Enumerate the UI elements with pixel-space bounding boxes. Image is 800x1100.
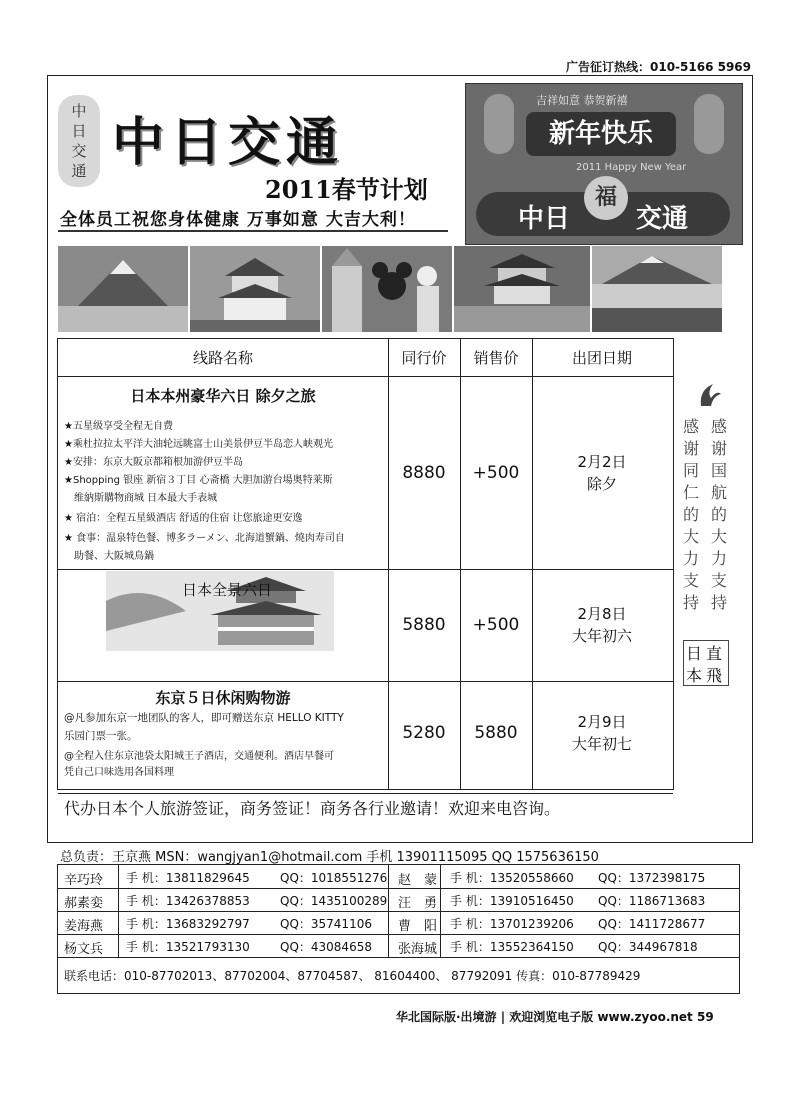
contact-qq: QQ：35741106	[280, 917, 372, 931]
route-feature: 乐园门票一张。	[64, 730, 138, 742]
header-departure-date: 出团日期	[571, 349, 632, 367]
side-char: 谢	[711, 439, 728, 458]
side-char: 持	[711, 593, 728, 612]
contact-qq: QQ：1186713683	[598, 894, 706, 908]
photo-golden-pavilion	[454, 246, 590, 332]
rabbit-icon	[484, 94, 514, 154]
photo-mount-fuji	[58, 246, 188, 332]
contact-phone: 手 机：13701239206	[450, 917, 574, 931]
route-feature: ★五星级享受全程无自费	[64, 421, 173, 432]
office-phones: 联系电话：010-87702013、87702004、87704587、 81604400、 87792091 传真：010-87789429	[64, 969, 641, 983]
contact-phone: 手 机：13426378853	[126, 894, 250, 908]
contact-name: 郝素娈	[64, 896, 104, 911]
route-feature: ★ 食事：温泉特色餐、博多ラーメン、北海道蟹鍋、燒肉寿司自	[64, 533, 345, 544]
side-char: 大	[711, 527, 728, 546]
departure-date	[532, 569, 672, 681]
side-char: 航	[711, 483, 728, 502]
side-char: 持	[683, 593, 700, 612]
table-divider	[58, 793, 673, 794]
contact-name: 汪 勇	[398, 896, 438, 911]
side-char: 同	[683, 461, 700, 480]
new-year-banner	[465, 83, 743, 245]
page-footer: 华北国际版·出境游 | 欢迎浏览电子版 www.zyoo.net 59	[396, 1010, 714, 1024]
contact-name: 杨文兵	[64, 942, 104, 957]
route-feature: ★安排：东京大阪京都箱根加游伊豆半岛	[64, 457, 243, 468]
manager-contact: 总负责：王京燕 MSN：wangjyan1@hotmail.com 手机 13901115095 QQ 1575636150	[60, 850, 599, 865]
side-char: 力	[711, 549, 728, 568]
route-feature: ★乘杜拉拉太平洋大油轮远眺富士山美景伊豆半岛恋人峡观光	[64, 439, 333, 450]
contact-phone: 手 机：13521793130	[126, 940, 250, 954]
banner-left-text: 中日	[518, 204, 571, 234]
route-feature: 助餐、大阪城鳥鍋	[64, 551, 154, 562]
photo-fuji-lake	[592, 246, 722, 332]
header-peer-price: 同行价	[401, 349, 447, 367]
contact-row	[58, 865, 739, 888]
contact-qq: QQ：1372398175	[598, 871, 706, 885]
contact-qq: QQ：1435100289	[280, 894, 388, 908]
box-char: 本	[686, 666, 703, 685]
photo-osaka-castle	[190, 246, 320, 332]
box-char: 直	[706, 644, 723, 663]
thanks-colleagues	[683, 416, 701, 614]
header-route-name: 线路名称	[192, 349, 253, 367]
route-feature: 维納斯購物商城 日本最大手表城	[64, 493, 218, 504]
fu-badge: 福	[584, 176, 628, 220]
date-value: 2月8日	[577, 605, 627, 623]
contact-qq: QQ：1018551276	[280, 871, 388, 885]
side-thanks	[677, 378, 733, 688]
plan-subtitle: 2011春节计划	[265, 175, 428, 204]
contact-qq: QQ：344967818	[598, 940, 698, 954]
departure-date	[532, 376, 672, 569]
visa-notice: 代办日本个人旅游签证，商务签证！商务各行业邀请！欢迎来电咨询。	[64, 799, 561, 818]
box-char: 日	[686, 644, 703, 663]
peer-price: 8880	[402, 462, 446, 483]
sale-price: 5880	[474, 723, 518, 743]
slogan-underline	[58, 230, 448, 232]
route-title: 日本全景六日	[182, 581, 273, 599]
peer-price: 5880	[402, 615, 446, 635]
seal-char: 中	[71, 102, 87, 120]
side-char: 谢	[683, 439, 700, 458]
contact-name: 辛巧玲	[64, 873, 104, 888]
route-title: 日本本州豪华六日 除夕之旅	[130, 387, 316, 405]
banner-title: 新年快乐	[526, 112, 676, 156]
contact-qq: QQ：43084658	[280, 940, 372, 954]
route-feature: @全程入住东京池袋太阳城王子酒店，交通便利。酒店早餐可	[64, 751, 334, 762]
banner-year: 2011 Happy New Year	[576, 162, 687, 173]
route-feature: 凭自己口味选用各国料理	[64, 767, 174, 778]
contact-row	[58, 934, 739, 957]
date-note: 除夕	[586, 474, 617, 493]
ad-hotline: 广告征订热线：010-5166 5969	[566, 60, 752, 74]
date-value: 2月2日	[577, 452, 627, 471]
seal-char: 通	[71, 162, 87, 180]
banner-right-text: 交通	[636, 204, 689, 234]
banner-greeting: 吉祥如意 恭贺新禧	[536, 94, 628, 107]
side-char: 感	[683, 417, 700, 436]
peer-price: 5280	[402, 723, 446, 743]
logo-seal	[58, 95, 100, 187]
contact-name: 张海城	[398, 942, 438, 957]
side-char: 的	[683, 505, 700, 524]
slogan: 全体员工祝您身体健康 万事如意 大吉大利！	[60, 210, 416, 230]
thanks-air-china	[711, 416, 729, 614]
contact-phone: 手 机：13552364150	[450, 940, 574, 954]
side-char: 支	[683, 571, 700, 590]
side-char: 的	[711, 505, 728, 524]
seal-char: 日	[71, 122, 87, 140]
table-divider	[58, 957, 739, 958]
route-feature: ★ 宿泊：全程五星級酒店 舒适的住宿 让您旅途更安逸	[64, 513, 303, 524]
air-china-logo-icon	[695, 380, 725, 410]
side-char: 感	[711, 417, 728, 436]
contact-table	[57, 864, 740, 994]
header-sale-price: 销售价	[473, 349, 519, 367]
date-value: 2月9日	[577, 713, 627, 731]
date-note: 大年初七	[571, 735, 632, 753]
side-char: 国	[711, 461, 728, 480]
rabbit-icon	[694, 94, 724, 154]
contact-row	[58, 888, 739, 911]
side-char: 大	[683, 527, 700, 546]
sale-price: +500	[472, 615, 520, 635]
seal-char: 交	[71, 142, 87, 160]
side-char: 力	[683, 549, 700, 568]
route-feature: ★Shopping 银座 新宿３丁目 心斋橋 大胆加游台場奥特莱斯	[64, 475, 333, 486]
photo-disneyland	[322, 246, 452, 332]
departure-date	[532, 681, 672, 785]
route-title: 东京５日休闲购物游	[155, 689, 291, 707]
date-note: 大年初六	[571, 627, 632, 645]
contact-phone: 手 机：13683292797	[126, 917, 250, 931]
contact-row	[58, 911, 739, 934]
route-feature: @凡参加东京一地团队的客人，即可赠送东京 HELLO KITTY	[64, 712, 344, 724]
side-char: 支	[711, 571, 728, 590]
box-char: 飛	[706, 666, 723, 685]
contact-name: 姜海燕	[64, 919, 104, 934]
company-logo-name: 中日交通	[112, 113, 345, 173]
route-table	[57, 338, 674, 790]
contact-name: 赵 蒙	[398, 873, 438, 888]
contact-phone: 手 机：13520558660	[450, 871, 574, 885]
sale-price: +500	[472, 462, 520, 483]
side-char: 仁	[683, 483, 700, 502]
contact-phone: 手 机：13811829645	[126, 871, 250, 885]
contact-name: 曹 阳	[398, 919, 438, 934]
contact-phone: 手 机：13910516450	[450, 894, 574, 908]
contact-qq: QQ：1411728677	[598, 917, 706, 931]
direct-flight-box	[683, 640, 729, 686]
